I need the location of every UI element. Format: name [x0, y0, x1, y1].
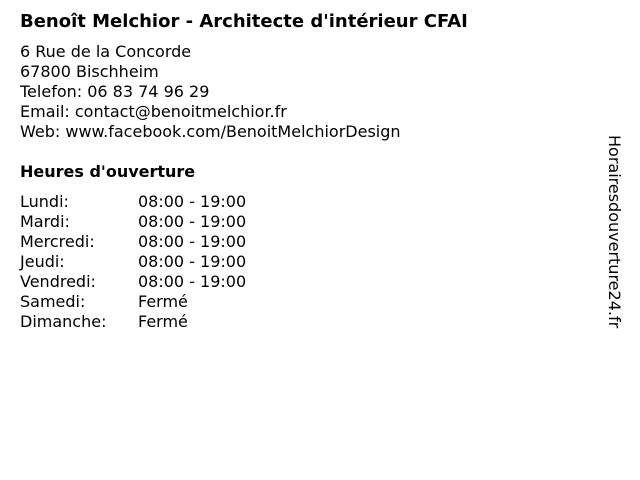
hours-time: 08:00 - 19:00 [138, 252, 247, 271]
hours-time: 08:00 - 19:00 [138, 232, 247, 251]
hours-row-mercredi [20, 232, 600, 252]
hours-row-lundi [20, 192, 600, 212]
hours-time: Fermé [138, 292, 188, 311]
hours-row-jeudi [20, 252, 600, 272]
hours-day: Jeudi: [20, 252, 65, 271]
hours-day: Dimanche: [20, 312, 107, 331]
street-address: 6 Rue de la Concorde [20, 42, 192, 61]
hours-row-vendredi [20, 272, 600, 292]
phone-line: Telefon: 06 83 74 96 29 [20, 82, 210, 101]
business-card [20, 10, 600, 332]
hours-time: 08:00 - 19:00 [138, 272, 247, 291]
hours-day: Lundi: [20, 192, 69, 211]
hours-row-mardi [20, 212, 600, 232]
web-line: Web: www.facebook.com/BenoitMelchiorDesign [20, 122, 401, 141]
email-line: Email: contact@benoitmelchior.fr [20, 102, 287, 121]
hours-row-dimanche [20, 312, 600, 332]
business-title: Benoît Melchior - Architecte d'intérieur CFAI [20, 11, 468, 32]
hours-day: Mercredi: [20, 232, 95, 251]
hours-time: 08:00 - 19:00 [138, 192, 247, 211]
hours-row-samedi [20, 292, 600, 312]
hours-time: 08:00 - 19:00 [138, 212, 247, 231]
hours-day: Mardi: [20, 212, 70, 231]
hours-table [20, 192, 600, 332]
hours-day: Vendredi: [20, 272, 96, 291]
hours-day: Samedi: [20, 292, 86, 311]
postal-city: 67800 Bischheim [20, 62, 159, 81]
address-block [20, 42, 600, 142]
hours-heading: Heures d'ouverture [20, 162, 196, 181]
site-watermark: Horairesdouverture24.fr [605, 135, 624, 329]
hours-time: Fermé [138, 312, 188, 331]
